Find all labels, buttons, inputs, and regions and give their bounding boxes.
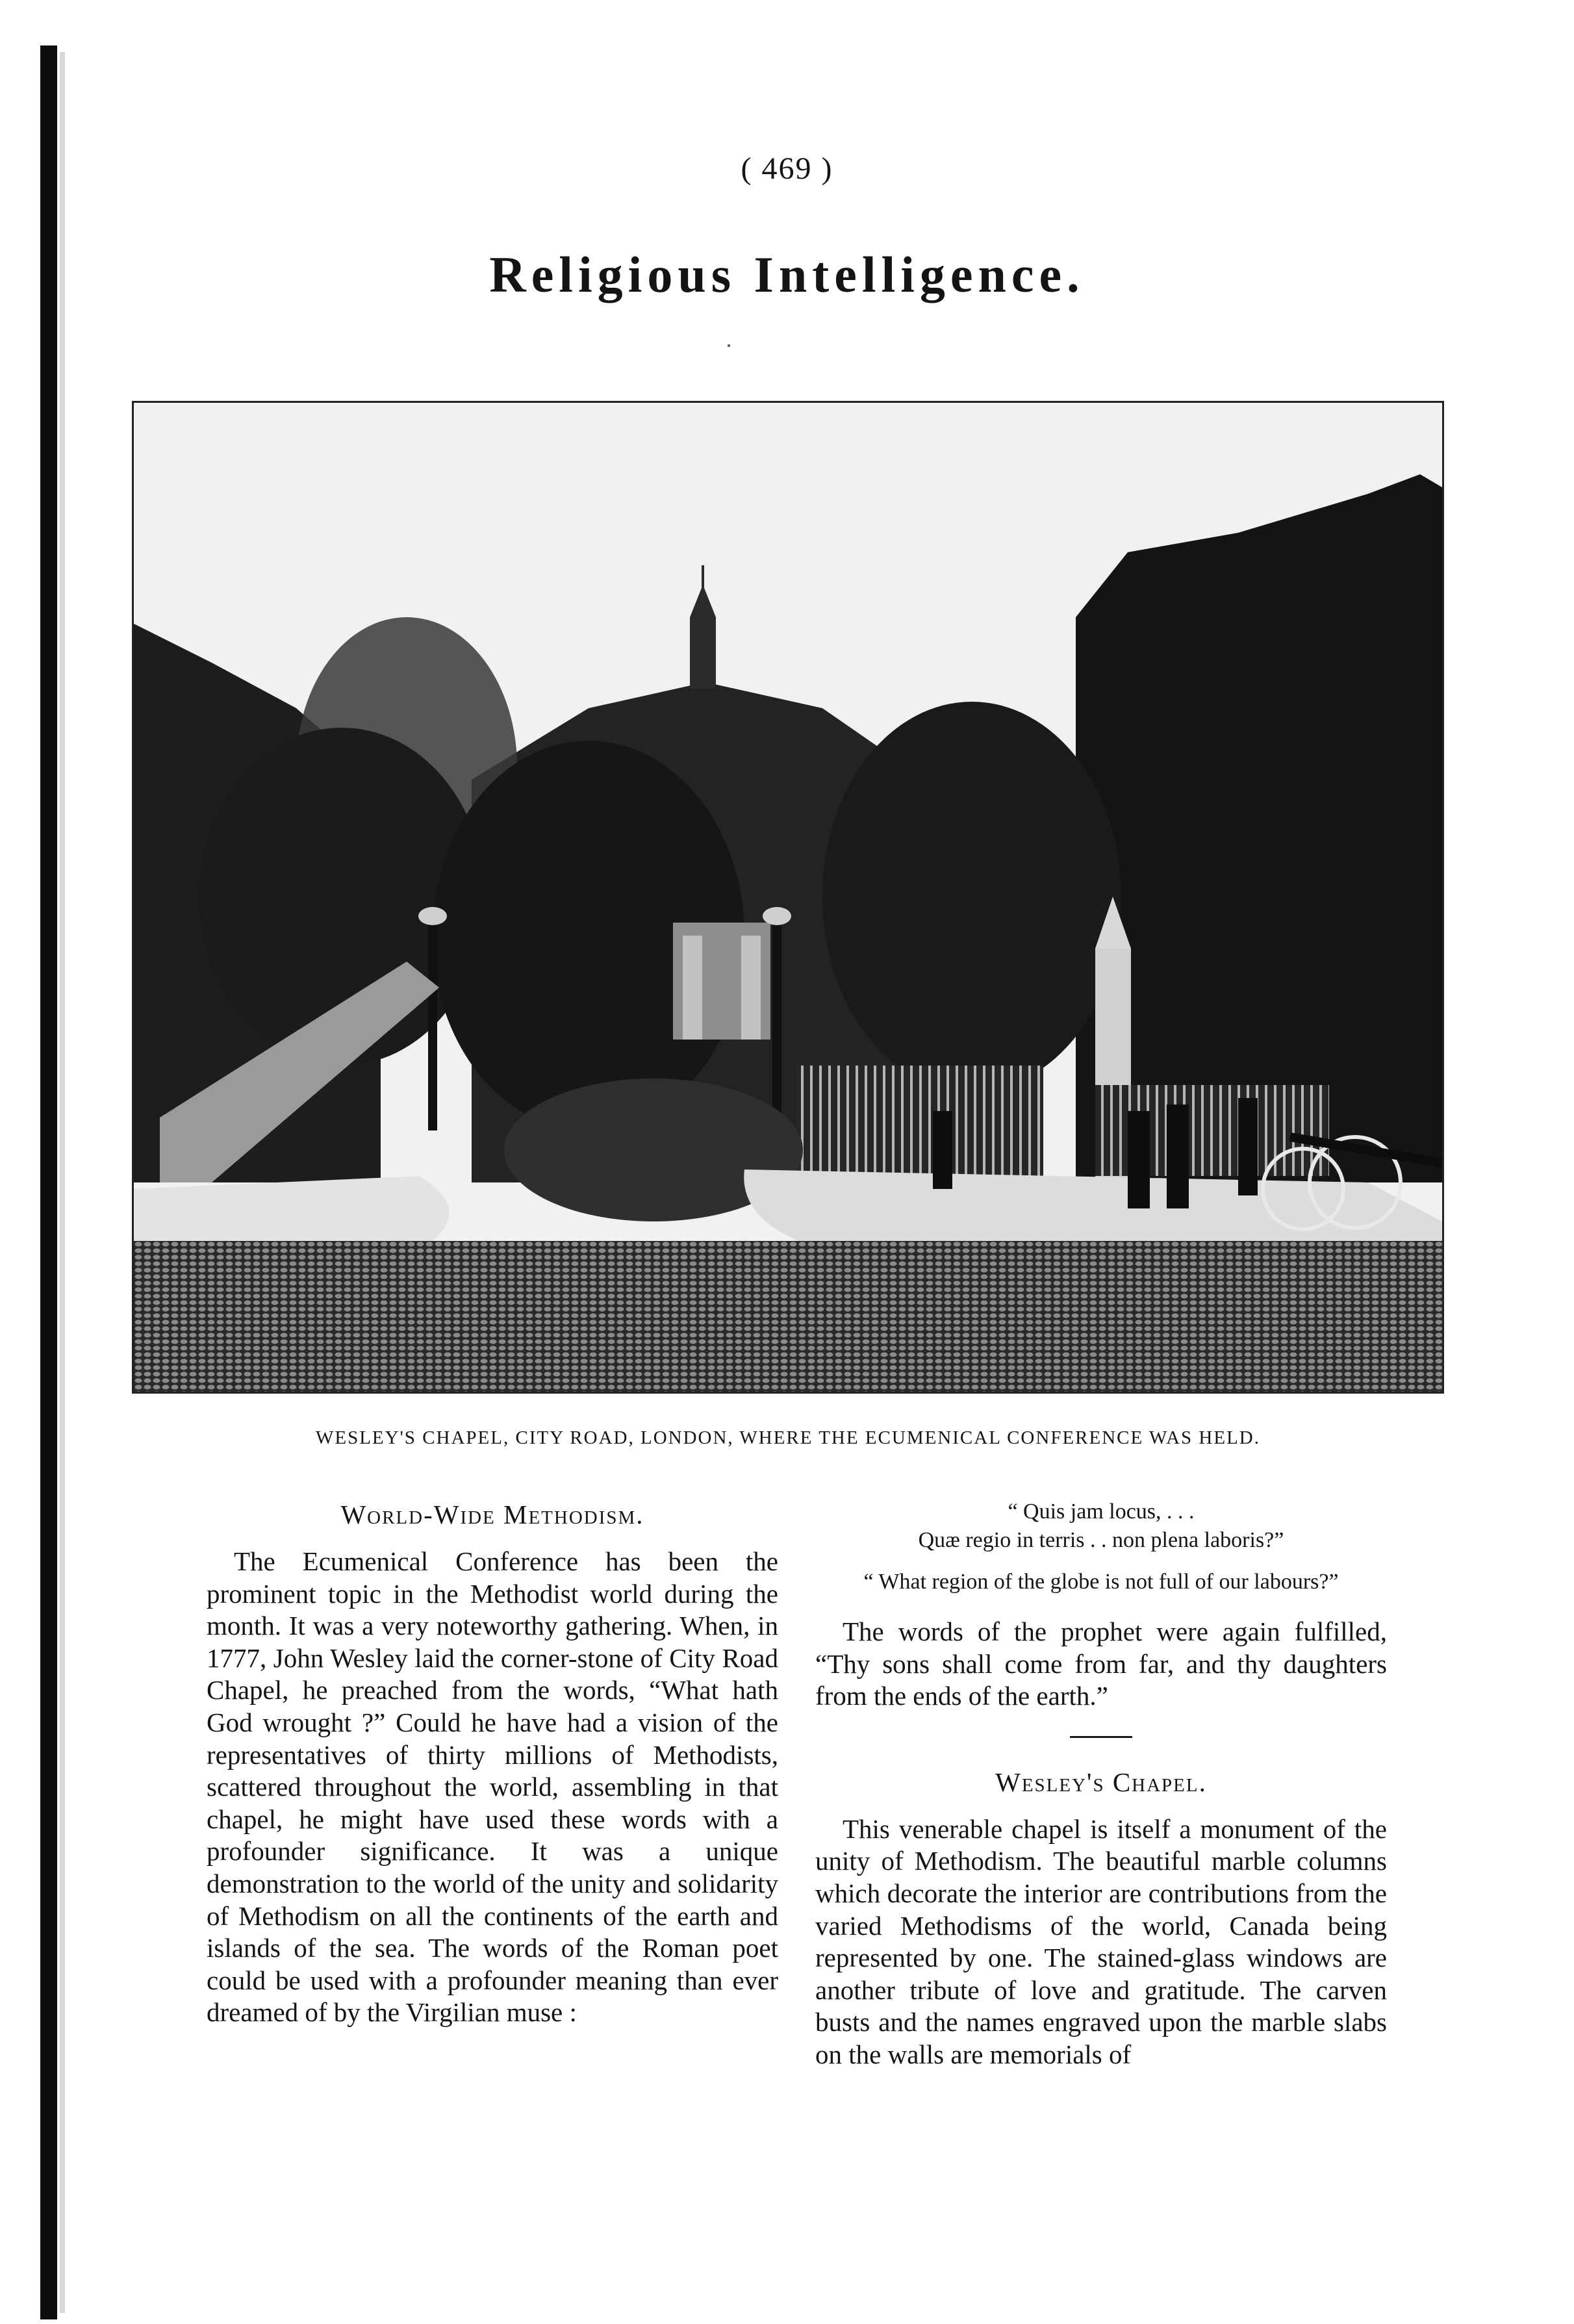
left-column (207, 1498, 778, 2029)
figure-caption: WESLEY'S CHAPEL, CITY ROAD, LONDON, WHERE THE ECUMENICAL CONFERENCE WAS HELD. (316, 1427, 1260, 1448)
section-heading-world-wide-methodism: World-Wide Methodism. (340, 1500, 644, 1529)
quotation-translation: “ What region of the globe is not full of our labours?” (863, 1570, 1339, 1594)
title-ornament (728, 344, 730, 347)
section-divider (1070, 1736, 1132, 1738)
latin-quotation (815, 1498, 1387, 1555)
binding-edge (40, 45, 57, 2319)
verse-line: Quæ regio in terris . . non plena laboris?” (918, 1528, 1284, 1552)
body-paragraph: This venerable chapel is itself a monument of the unity of Methodism. The beautiful marble columns which decorate the interior are contributions from the varied Methodisms of the world, Canada being represented by one. The stained-glass windows are another tribute of love and gratitude. The carven busts and the names engraved upon the marble slabs on the walls are memorials of (815, 1813, 1387, 2069)
page-number: ( 469 ) (741, 151, 833, 186)
binding-shadow (60, 52, 65, 2313)
section-heading-wesleys-chapel: Wesley's Chapel. (995, 1767, 1207, 1797)
body-paragraph: The words of the prophet were again fulfilled, “Thy sons shall come from far, and thy daughters from the ends of the earth.” (815, 1616, 1387, 1711)
right-column (815, 1498, 1387, 2071)
chapel-photograph-image (134, 403, 1442, 1392)
body-paragraph: The Ecumenical Conference has been the prominent topic in the Methodist world during the month. It was a very noteworthy gathering. When, in 1777, John Wesley laid the corner-stone of City Road Chapel, he preached from the words, “What hath God wrought ?” Could he have had a vision of the representatives of thirty millions of Methodists, scattered throughout the world, assembling in that chapel, he might have used these words with a profounder significance. It was a unique demonstration to the world of the unity and solidarity of Methodism on all the continents of the earth and islands of the sea. The words of the Roman poet could be used with a profounder meaning than ever dreamed of by the Virgilian muse : (207, 1546, 778, 2028)
chapel-photograph (132, 401, 1444, 1394)
page-title: Religious Intelligence. (489, 246, 1085, 303)
verse-line: “ Quis jam locus, . . . (1008, 1500, 1195, 1524)
